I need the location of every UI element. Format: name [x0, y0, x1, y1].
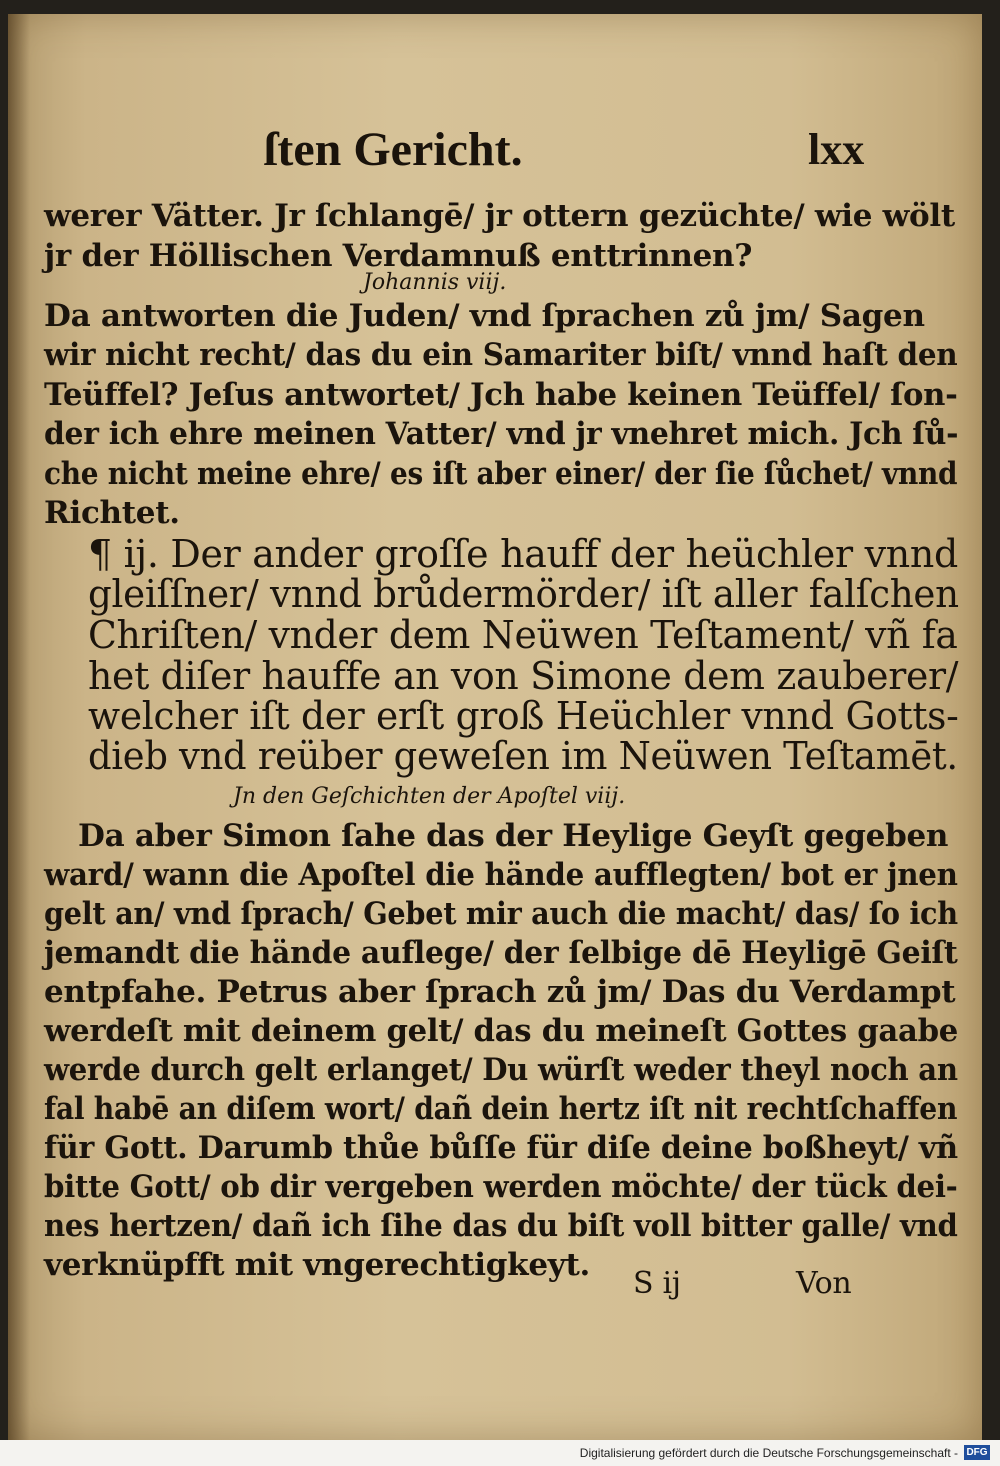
text-line: het diſer hauffe an von Simone dem zauberer/ [88, 654, 959, 698]
text-line: für Gott. Darumb thůe bůſſe für diſe deine boßheyt/ vñ [44, 1130, 958, 1166]
text-line: Da antworten die Juden/ vnd ſprachen zů jm/ Sagen [44, 298, 925, 334]
text-line: der ich ehre meinen Vatter/ vnd jr vnehret mich. Jch ſů- [44, 416, 959, 452]
catchword: Von [796, 1266, 852, 1301]
text-line: Chriſten/ vnder dem Neüwen Teſtament/ vñ fa [88, 613, 958, 657]
text-line: che nicht meine ehre/ es iſt aber einer/ der ſie ſůchet/ vnnd [44, 456, 958, 492]
text-line: verknüpfft mit vngerechtigkeyt. [44, 1247, 590, 1283]
text-line: dieb vnd reüber geweſen im Neüwen Teſtamēt. [88, 734, 958, 778]
folio-number: lxx [808, 125, 865, 174]
running-head: ſten Gericht. [264, 123, 523, 176]
text-line: entpfahe. Petrus aber ſprach zů jm/ Das du Verdampt [44, 974, 956, 1010]
dfg-logo: DFG [964, 1445, 990, 1460]
text-line: Richtet. [44, 495, 180, 531]
page-text [8, 14, 982, 1440]
book-page [8, 14, 982, 1440]
text-line: bitte Gott/ ob dir vergeben werden möchte/ der tück dei- [44, 1169, 958, 1205]
text-line: Teüffel? Jeſus antwortet/ Jch habe keinen Teüffel/ ſon- [44, 377, 958, 413]
text-line: werer Vätter. Jr ſchlangē/ jr ottern gezüchte/ wie wölt [44, 198, 955, 234]
text-line: wir nicht recht/ das du ein Samariter biſt/ vnnd haſt den [44, 337, 958, 373]
text-line: jr der Höllischen Verdamnuß enttrinnen? [44, 238, 753, 274]
text-line: jemandt die hände auflege/ der ſelbige dē Heyligē Geiſt [44, 935, 958, 971]
signature-mark: S ij [633, 1266, 681, 1301]
footer-credit: Digitalisierung gefördert durch die Deutsche Forschungsgemeinschaft - [579, 1446, 958, 1460]
footer-bar [0, 1440, 1000, 1466]
text-line: ward/ wann die Apoſtel die hände aufflegten/ bot er jnen [44, 857, 958, 893]
text-line: Da aber Simon ſahe das der Heylige Geyſt gegeben [78, 818, 949, 854]
section-heading: Johannis viij. [363, 270, 507, 295]
text-line: nes hertzen/ dañ ich ſihe das du biſt voll bitter galle/ vnd [44, 1208, 958, 1244]
text-line: gelt an/ vnd ſprach/ Gebet mir auch die macht/ das/ ſo ich [44, 896, 958, 932]
text-line: gleiſſner/ vnnd brůdermörder/ iſt aller falſchen [88, 572, 959, 616]
section-heading: Jn den Geſchichten der Apoſtel viij. [233, 784, 626, 809]
text-line: ¶ ij. Der ander groſſe hauff der heüchler vnnd [88, 532, 958, 576]
text-line: fal habē an diſem wort/ dañ dein hertz iſt nit rechtſchaffen [44, 1091, 958, 1127]
text-line: werdeſt mit deinem gelt/ das du meineſt Gottes gaabe [44, 1013, 959, 1049]
text-line: welcher iſt der erſt groß Heüchler vnnd Gotts- [88, 694, 959, 738]
text-line: werde durch gelt erlanget/ Du würſt weder theyl noch an [44, 1052, 958, 1088]
